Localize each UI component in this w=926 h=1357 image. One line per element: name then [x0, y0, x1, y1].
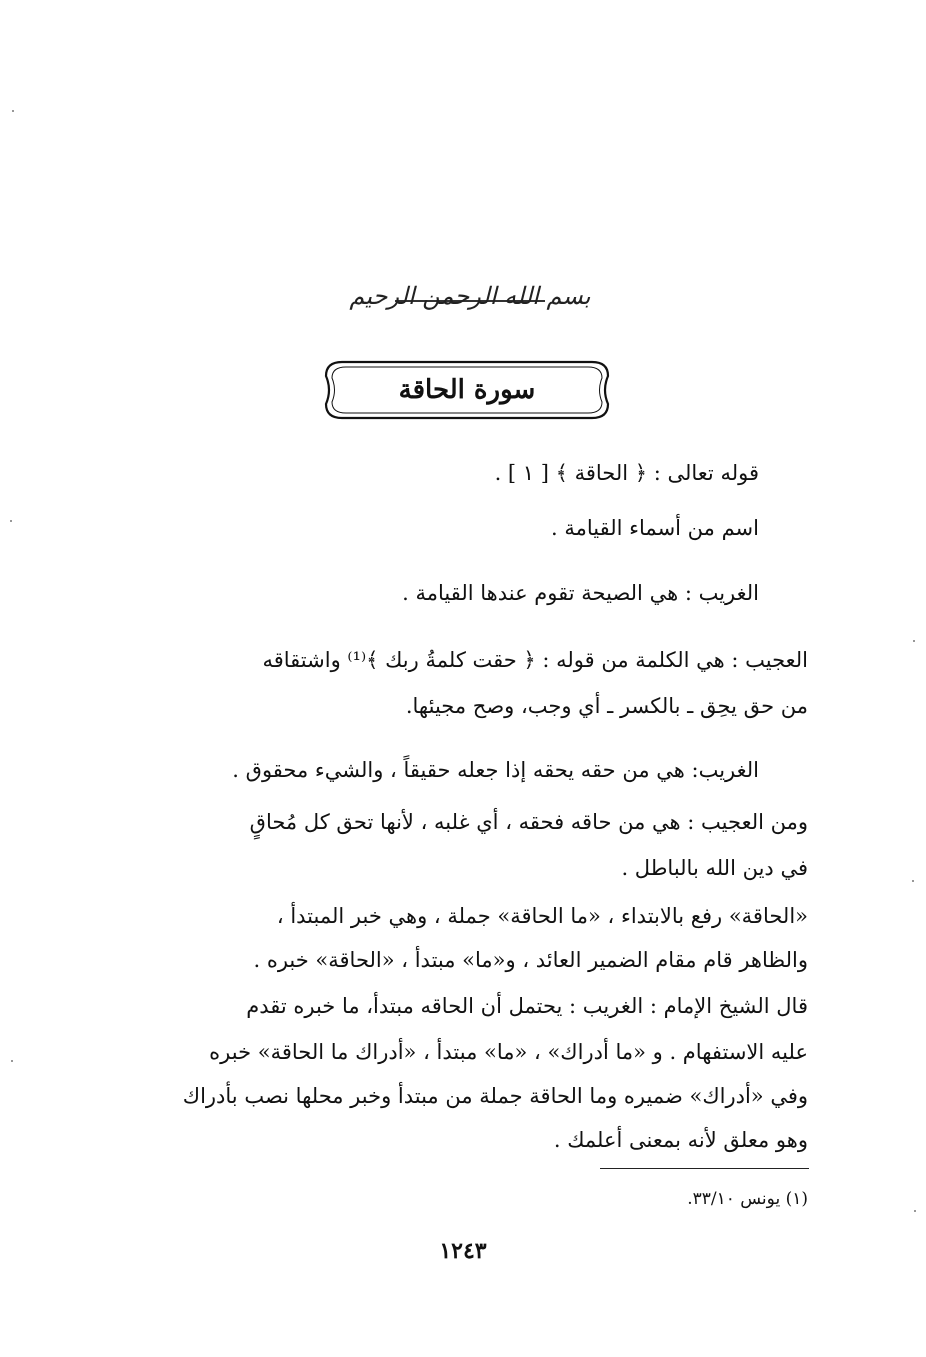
- paragraph: اسم من أسماء القيامة .: [551, 516, 759, 540]
- scan-speck: [913, 640, 915, 642]
- paragraph: الغريب : هي الصيحة تقوم عندها القيامة .: [402, 581, 759, 605]
- paragraph-line: العجيب : هي الكلمة من قوله : ﴿ حقت كلمةُ ربك ﴾⁽¹⁾ واشتقاقه: [262, 648, 808, 672]
- footnote: (١) يونس ٣٣/١٠.: [687, 1189, 808, 1209]
- paragraph-line: ومن العجيب : هي من حاقه فحقه ، أي غلبه ، لأنها تحق كل مُحاقٍ: [249, 810, 808, 834]
- footnote-divider: [600, 1168, 809, 1169]
- paragraph-line: في دين الله بالباطل .: [621, 856, 808, 880]
- paragraph-line: قال الشيخ الإمام : الغريب : يحتمل أن الحاقه مبتدأ، ما خبره تقدم: [246, 994, 808, 1018]
- scan-speck: [10, 520, 12, 522]
- scan-speck: [914, 1210, 916, 1212]
- scan-speck: [912, 880, 914, 882]
- paragraph-line: عليه الاستفهام . و «ما أدراك» ، «ما» مبتدأ ، «أدراك ما الحاقة» خبره: [209, 1040, 808, 1064]
- surah-title: سورة الحاقة: [398, 375, 536, 405]
- paragraph: الغريب: هي من حقه يحقه إذا جعله حقيقاً ، والشيء محقوق .: [232, 758, 759, 782]
- page-number: ١٢٤٣: [439, 1238, 487, 1264]
- scan-speck: [11, 1060, 13, 1062]
- paragraph-line: والظاهر قام مقام الضمير العائد ، و«ما» مبتدأ ، «الحاقة» خبره .: [253, 948, 808, 972]
- paragraph-line: وفي «أدراك» ضميره وما الحاقة جملة من مبتدأ وخبر محلها نصب بأدراك: [182, 1084, 808, 1108]
- paragraph-line: «الحاقة» رفع بالابتداء ، «ما الحاقة» جملة ، وهي خبر المبتدأ ،: [276, 904, 808, 928]
- paragraph-line: من حق يحِق ـ بالكسر ـ أي وجب، وصح مجيئها.: [405, 694, 808, 718]
- scan-speck: [12, 110, 14, 112]
- basmala: بسم الله الرحمن الرحيم: [349, 282, 591, 310]
- verse-heading: قوله تعالى : ﴿ الحاقة ﴾ [ ١ ] .: [494, 461, 759, 485]
- paragraph-line: وهو معلق لأنه بمعنى أعلمك .: [553, 1128, 808, 1152]
